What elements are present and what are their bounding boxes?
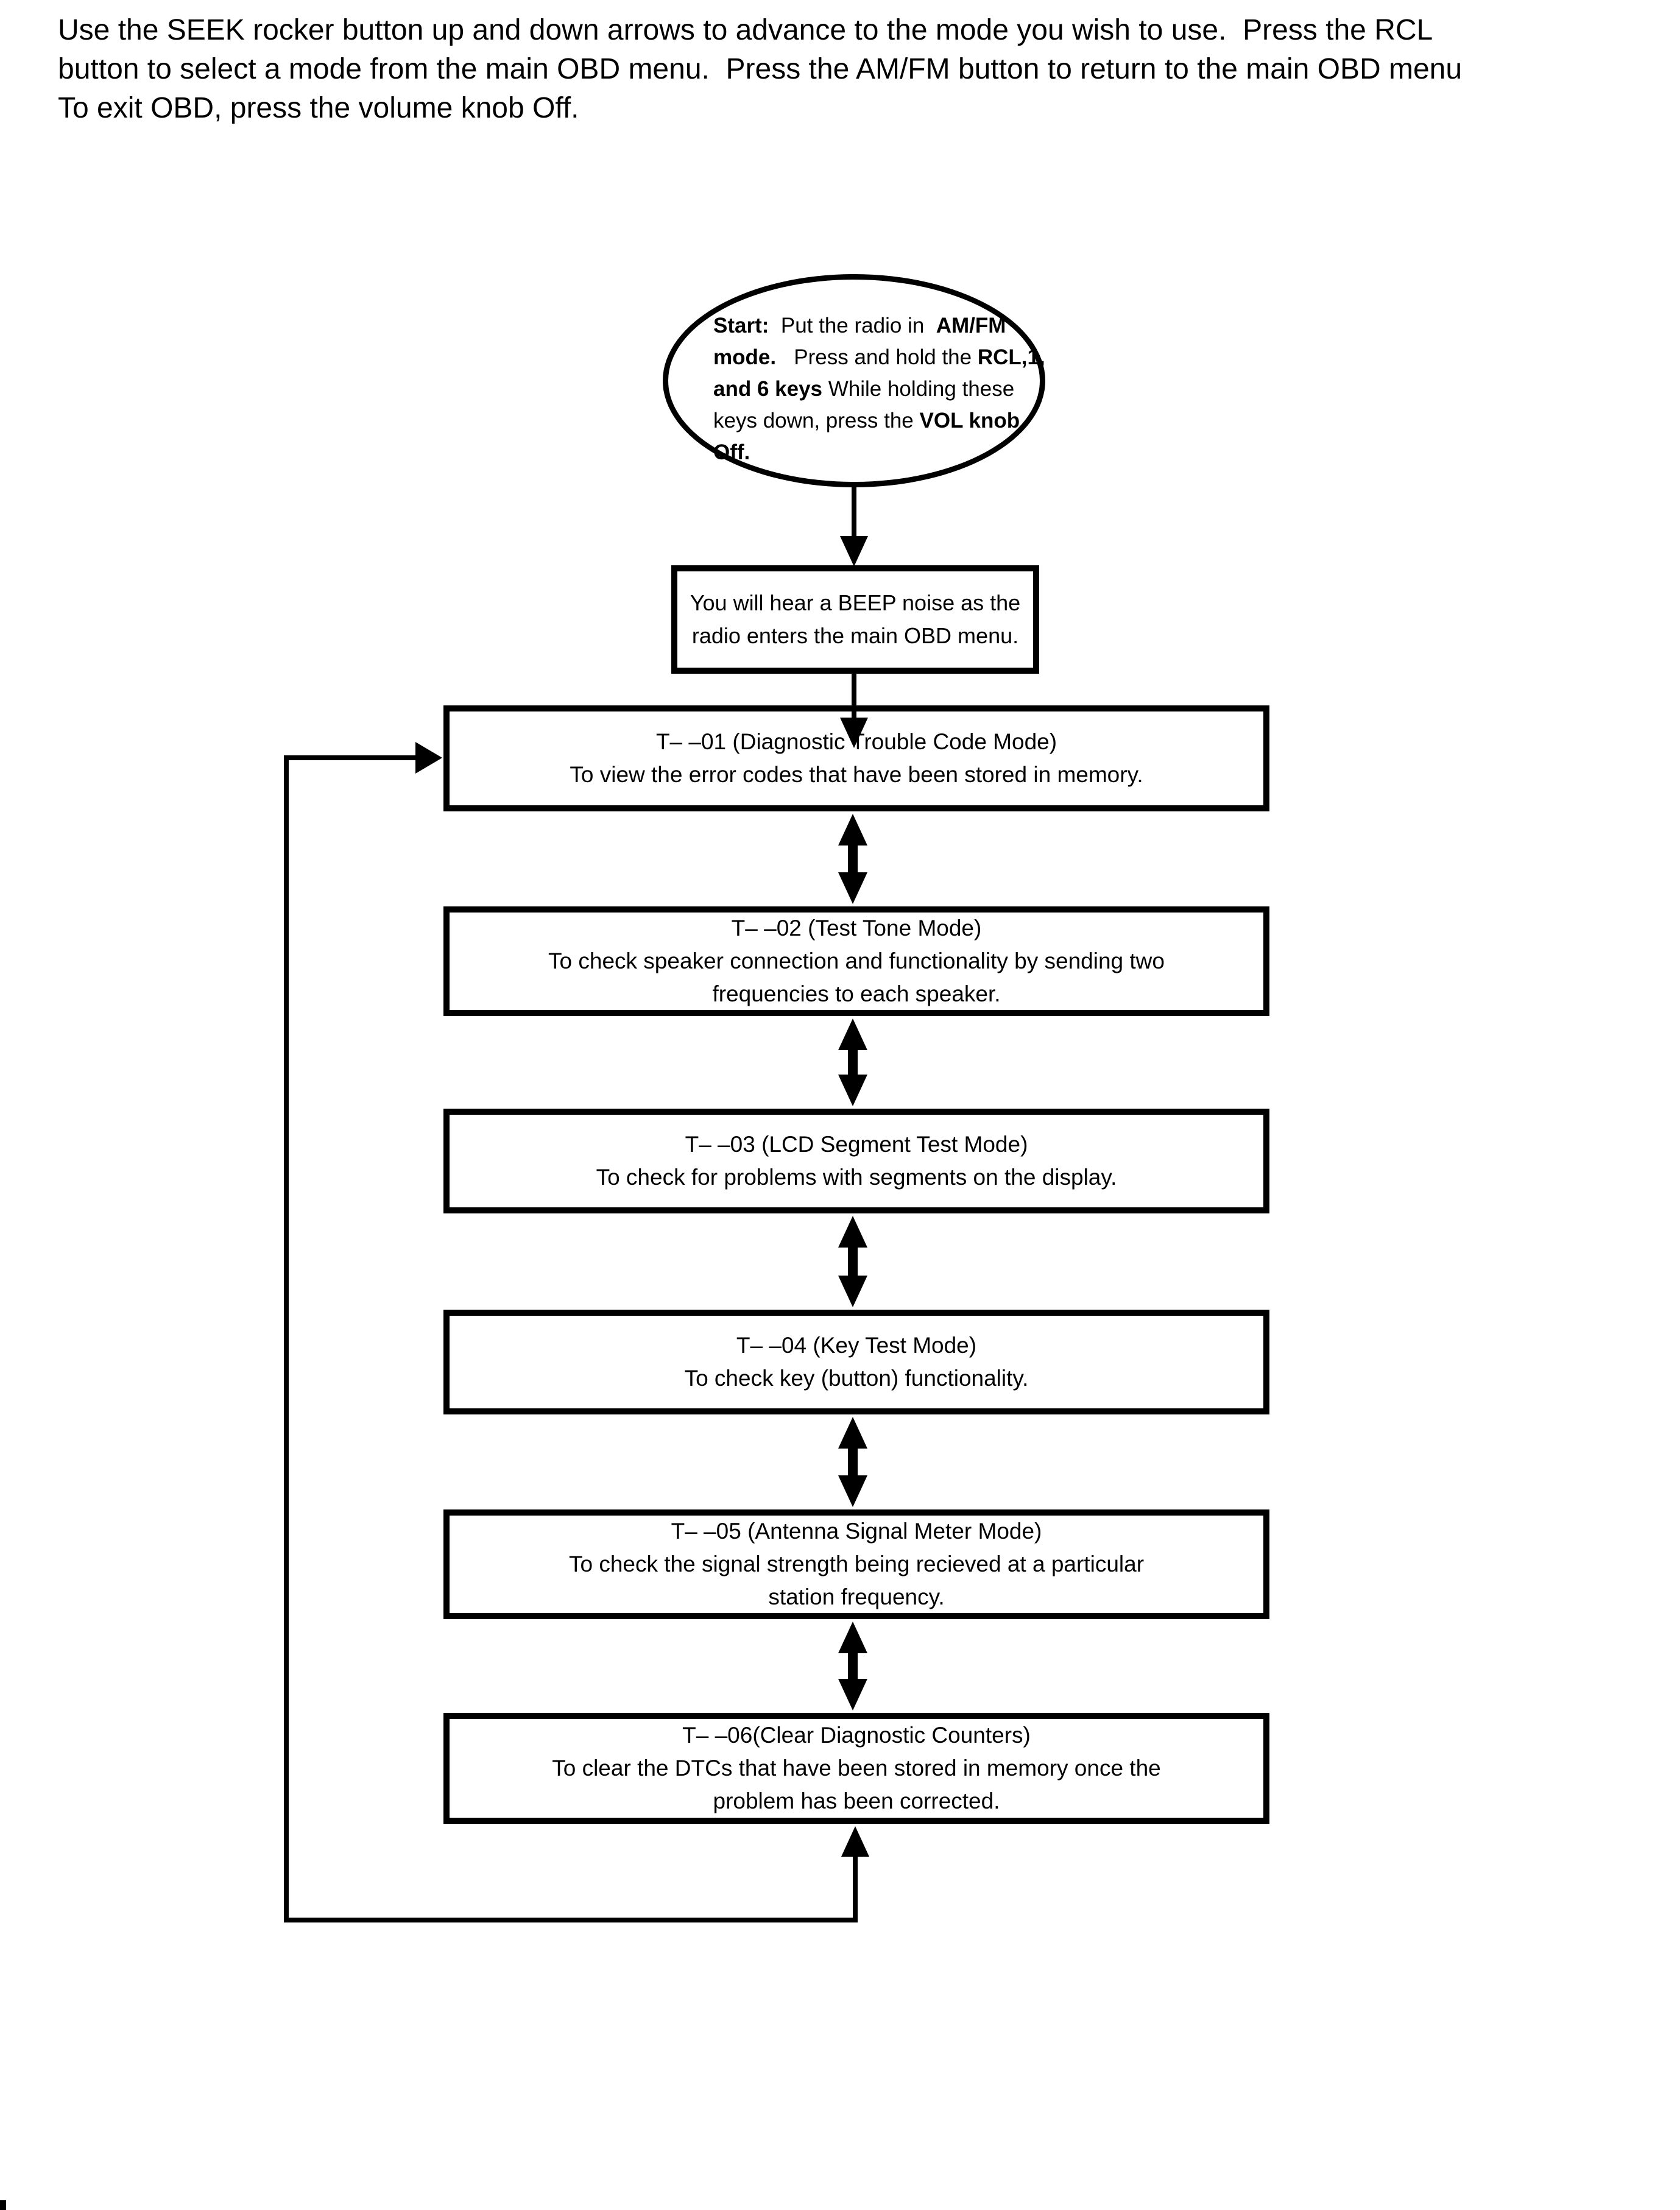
mode-box-t06 bbox=[443, 1713, 1269, 1824]
down-arrowhead-icon bbox=[838, 872, 867, 904]
mode-title: T– –02 (Test Tone Mode) bbox=[731, 916, 982, 941]
mode-box-t04 bbox=[443, 1310, 1269, 1414]
mode-desc-line: frequencies to each speaker. bbox=[712, 981, 1001, 1006]
start-segment: Press and hold the bbox=[776, 345, 978, 369]
start-segment: Put the radio in bbox=[769, 314, 936, 337]
mode-title: T– –04 (Key Test Mode) bbox=[736, 1333, 977, 1358]
double-arrow-t04-t05 bbox=[838, 1417, 867, 1507]
loop-bottom-line bbox=[284, 1918, 858, 1922]
start-segment: Start: bbox=[713, 314, 769, 337]
start-segment: Off. bbox=[713, 440, 750, 464]
down-arrowhead-icon bbox=[840, 536, 868, 567]
arrow-shaft bbox=[284, 755, 422, 760]
mode-box-t02 bbox=[443, 906, 1269, 1016]
double-arrow-t05-t06 bbox=[838, 1622, 867, 1710]
loop-left-line bbox=[284, 755, 289, 1922]
arrow-shaft bbox=[853, 1852, 858, 1920]
down-arrowhead-icon bbox=[838, 1679, 867, 1710]
intro-line: To exit OBD, press the volume knob Off. bbox=[58, 92, 579, 124]
start-segment: RCL,1, bbox=[977, 345, 1045, 369]
mode-desc-line: To check key (button) functionality. bbox=[684, 1366, 1029, 1391]
mode-desc-line: problem has been corrected. bbox=[713, 1788, 1000, 1813]
start-segment: mode. bbox=[713, 345, 777, 369]
start-segment: keys down, press the bbox=[713, 409, 920, 432]
arrow-shaft bbox=[852, 486, 856, 541]
beep-node bbox=[671, 565, 1039, 674]
mode-desc-line: station frequency. bbox=[768, 1584, 945, 1609]
double-arrow-t01-t02 bbox=[838, 814, 867, 904]
mode-box-t01 bbox=[443, 705, 1269, 811]
mode-box-t03 bbox=[443, 1109, 1269, 1213]
up-arrowhead-icon bbox=[841, 1826, 869, 1857]
mode-title: T– –05 (Antenna Signal Meter Mode) bbox=[671, 1519, 1042, 1544]
start-text-line bbox=[713, 342, 1045, 373]
mode-title: T– –06(Clear Diagnostic Counters) bbox=[682, 1723, 1031, 1748]
start-ellipse-text bbox=[713, 310, 1045, 468]
double-arrow-t02-t03 bbox=[838, 1019, 867, 1106]
down-arrowhead-icon bbox=[838, 1276, 867, 1307]
mode-title: T– –03 (LCD Segment Test Mode) bbox=[685, 1132, 1028, 1157]
mode-desc-line: To check speaker connection and functionality by sending two bbox=[548, 948, 1165, 973]
intro-line: button to select a mode from the main OBD menu. Press the AM/FM button to return to the main OBD menu bbox=[58, 53, 1463, 85]
right-arrowhead-icon bbox=[415, 742, 442, 774]
intro-line: Use the SEEK rocker button up and down arrows to advance to the mode you wish to use. Press the RCL bbox=[58, 14, 1433, 46]
mode-desc-line: To check for problems with segments on the display. bbox=[596, 1165, 1117, 1190]
down-arrowhead-icon bbox=[838, 1075, 867, 1106]
start-segment: VOL knob bbox=[919, 409, 1020, 432]
mode-desc-line: To view the error codes that have been stored in memory. bbox=[570, 762, 1143, 787]
mode-title: T– –01 (Diagnostic Trouble Code Mode) bbox=[655, 729, 1057, 754]
beep-line: You will hear a BEEP noise as the bbox=[690, 590, 1021, 615]
start-ellipse-node bbox=[663, 274, 1045, 487]
scan-artifact-mark bbox=[0, 2200, 6, 2210]
start-segment: and 6 keys bbox=[713, 377, 822, 401]
start-text-line bbox=[713, 373, 1042, 405]
intro-paragraph bbox=[58, 11, 1642, 128]
start-text-line bbox=[713, 310, 1042, 342]
mode-desc-line: To check the signal strength being recieved at a particular bbox=[568, 1552, 1145, 1576]
mode-desc-line: To clear the DTCs that have been stored in memory once the bbox=[552, 1756, 1161, 1781]
mode-box-t05 bbox=[443, 1509, 1269, 1619]
beep-line: radio enters the main OBD menu. bbox=[691, 623, 1019, 648]
down-arrowhead-icon bbox=[838, 1475, 867, 1507]
start-text-line bbox=[713, 405, 1042, 437]
start-segment: While holding these bbox=[822, 377, 1015, 401]
start-text-line bbox=[713, 437, 1042, 468]
double-arrow-t03-t04 bbox=[838, 1216, 867, 1307]
start-segment: AM/FM bbox=[936, 314, 1006, 337]
